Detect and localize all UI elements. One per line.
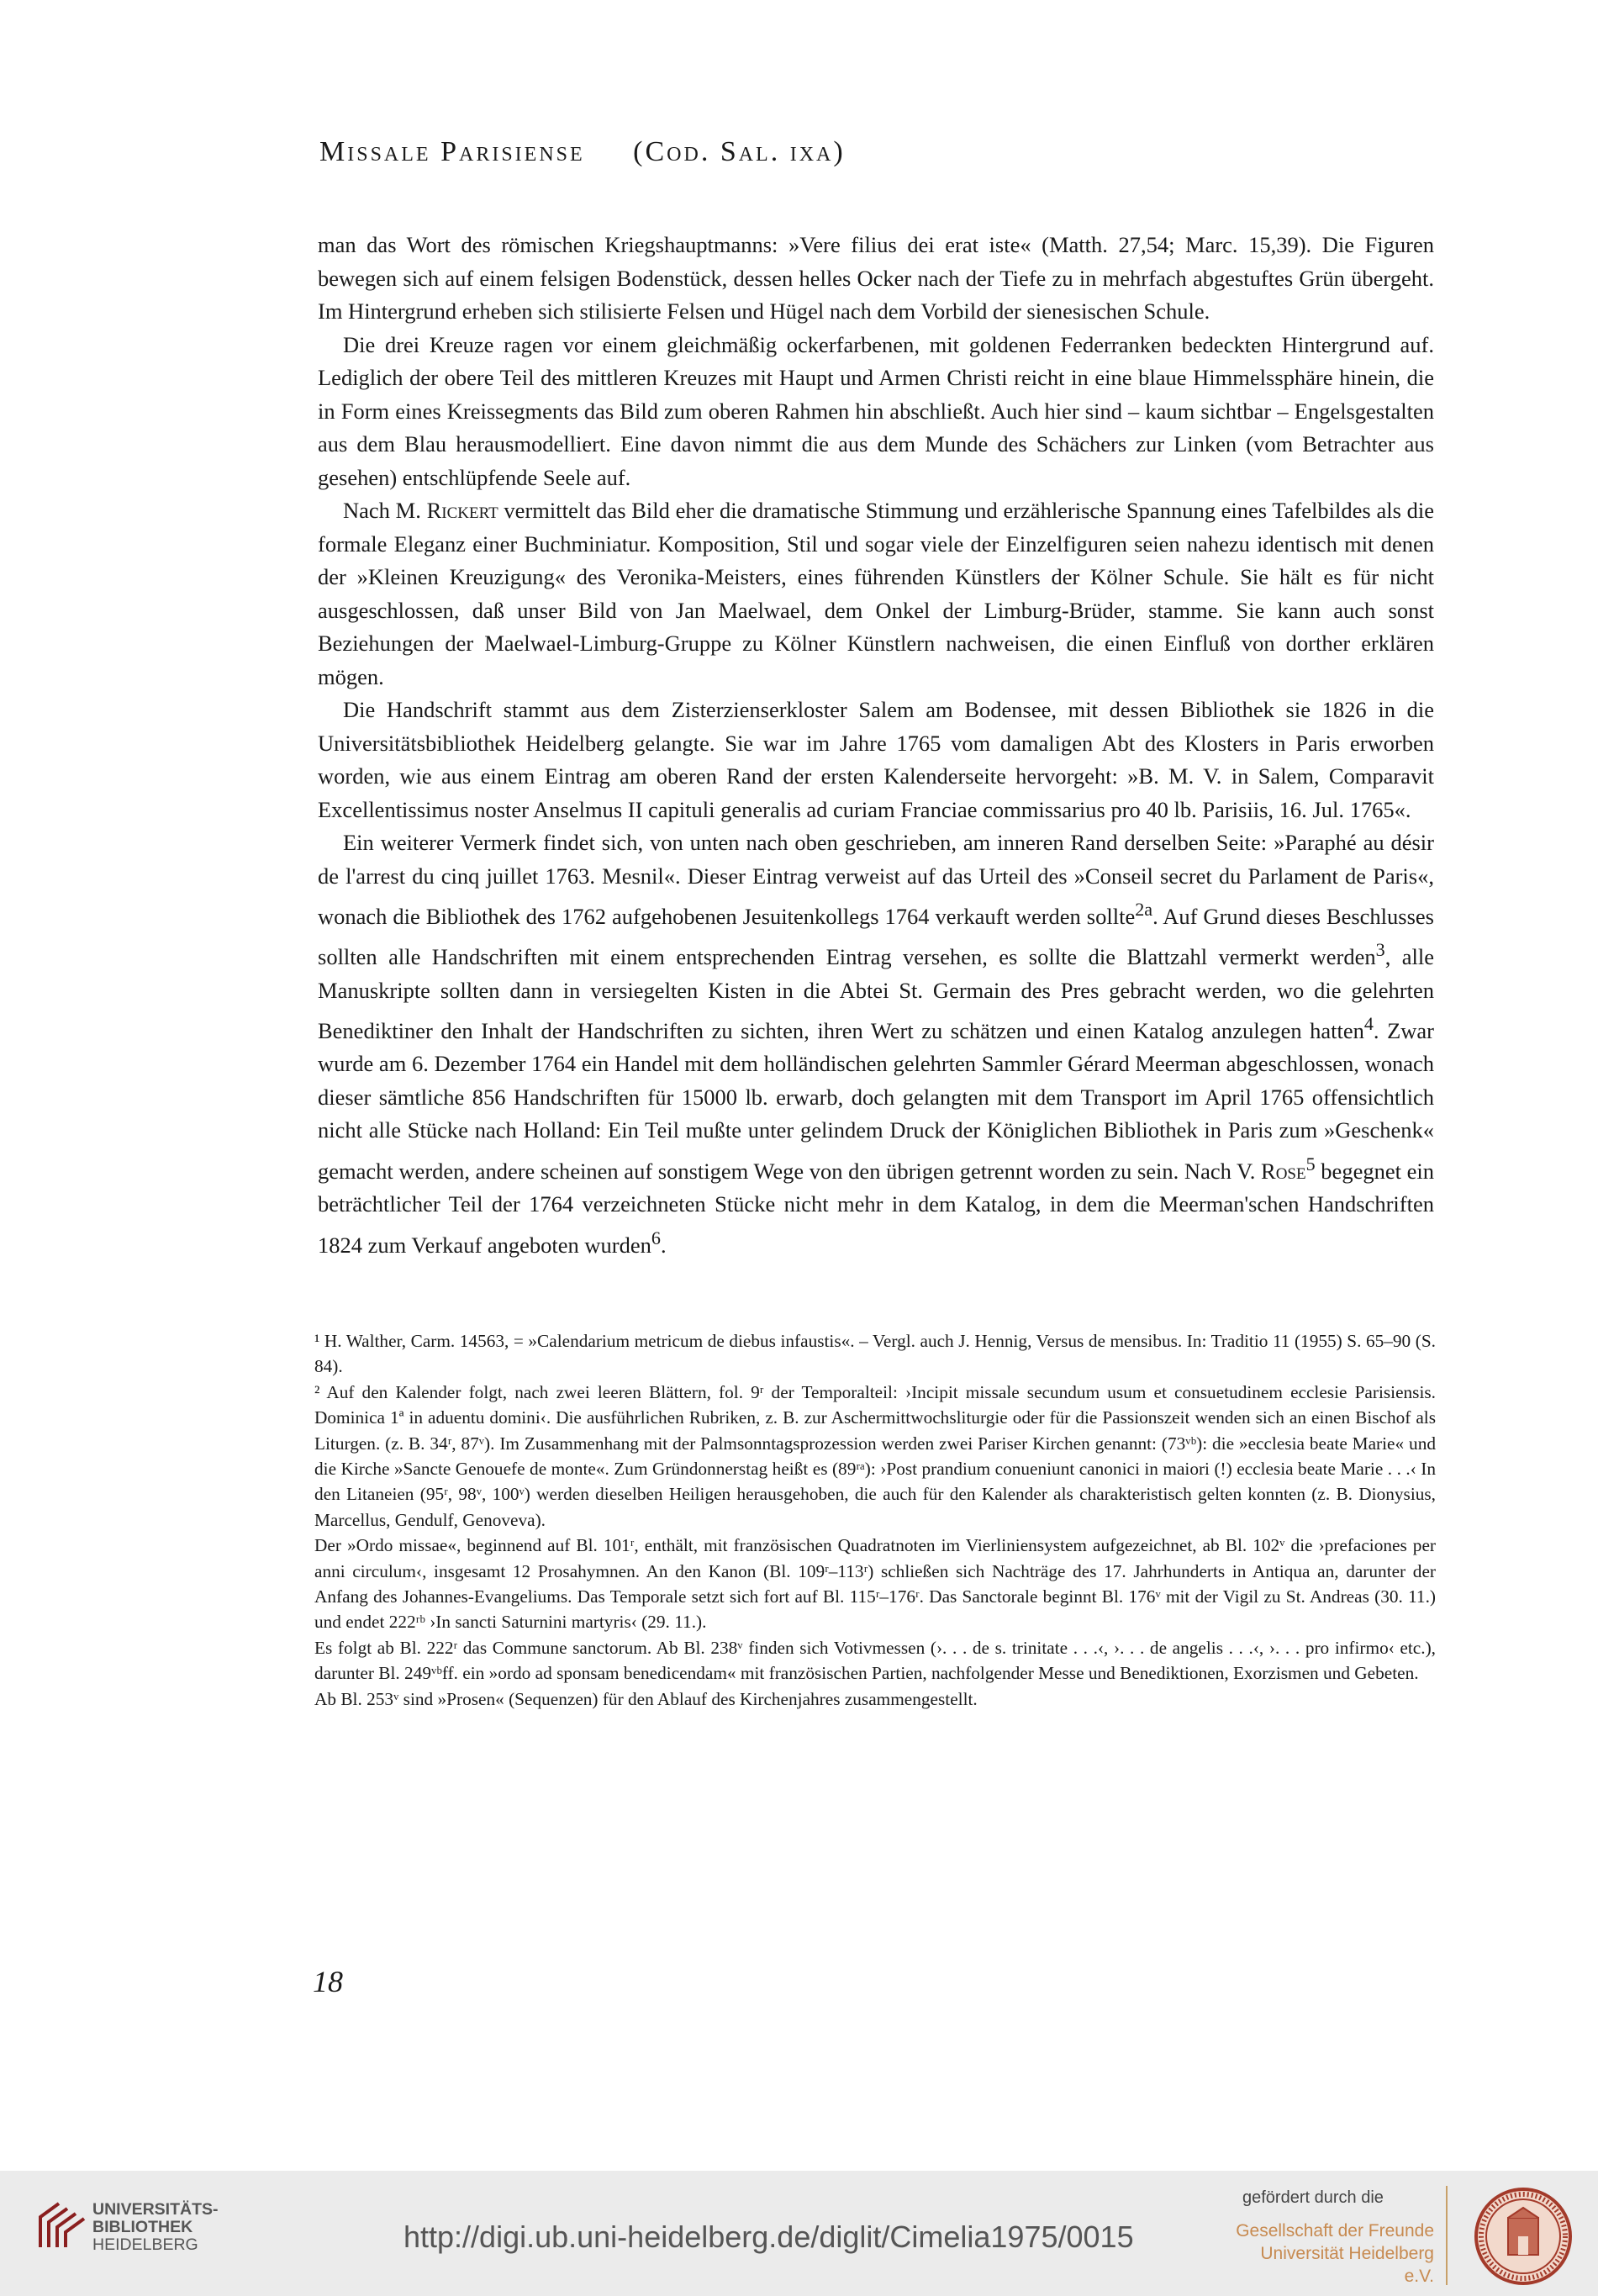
sponsor-name-line-2: Universität Heidelberg e.V. — [1260, 2244, 1434, 2286]
library-name-line-3: HEIDELBERG — [92, 2235, 198, 2254]
sponsor-name[interactable] — [1232, 2219, 1434, 2288]
footnote-ref-3: 3 — [1375, 939, 1385, 961]
paragraph-3 — [318, 494, 1434, 694]
p5-text-f: . — [660, 1232, 667, 1258]
header-title: Missale Parisiense — [319, 136, 585, 167]
footnote-ref-6: 6 — [651, 1227, 661, 1248]
footnote-ref-5: 5 — [1305, 1153, 1316, 1174]
footnote-2-continued-2: Es folgt ab Bl. 222ʳ das Commune sanctorum. Ab Bl. 238ᵛ finden sich Votivmessen (›. . . de s. trinitate . . .‹, ›. . . de angelis . . .‹, ›. . . pro infirmo‹ etc.), darunter Bl. 249ᵛᵇff. ein »ordo ad sponsam benedicendam« mit französischen Partien, nachfolgender Messe und Benediktionen, Exorzismen und Gebeten. — [314, 1637, 1436, 1684]
sponsor-divider — [1446, 2186, 1448, 2285]
library-name[interactable] — [92, 2201, 219, 2254]
library-name-line-1: UNIVERSITÄTS- — [92, 2200, 219, 2219]
p5-text-a: Ein weiterer Vermerk findet sich, von unten nach oben geschrieben, am inneren Rand derselben Seite: »Paraphé au désir de l'arrest du cinq juillet 1763. Mesnil«. Dieser Eintrag verweist auf das Urteil des »Conseil secret du Parlament de Paris«, wonach die Bibliothek des 1762 aufgehobenen Jesuitenkollegs 1764 verkauft werden sollte — [318, 830, 1434, 929]
running-header — [319, 136, 1412, 168]
footnote-ref-4: 4 — [1363, 1013, 1374, 1035]
footnotes — [314, 1328, 1436, 1712]
p3-text-b: vermittelt das Bild eher die dramatische Stimmung und erzählerische Spannung eines Tafelbildes als die formale Eleganz einer Buchminiatur. Komposition, Stil und sogar viele der Einzelfiguren seien nahezu identisch mit denen der »Kleinen Kreuzigung« des Veronika-Meisters, eines führenden Künstlers der Kölner Schule. Sie hält es für nicht ausgeschlossen, daß unser Bild von Jan Maelwael, dem Onkel der Limburg-Brüder, stamme. Sie kann auch sonst Beziehungen der Maelwael-Limburg-Gruppe zu Kölner Künstlern nachweisen, die einen Einfluß von dorther erklären mögen. — [318, 498, 1434, 689]
paragraph-5 — [318, 826, 1434, 1262]
sponsor-name-line-1: Gesellschaft der Freunde — [1236, 2221, 1434, 2241]
footnote-2-continued-3: Ab Bl. 253ᵛ sind »Prosen« (Sequenzen) für den Ablauf des Kirchenjahres zusammengestellt. — [314, 1688, 978, 1709]
page-number: 18 — [313, 1965, 343, 1998]
main-text — [318, 229, 1434, 1262]
library-name-line-2: BIBLIOTHEK — [92, 2218, 193, 2236]
permalink-url[interactable]: http://digi.ub.uni-heidelberg.de/diglit/Cimelia1975/0015 — [403, 2219, 1134, 2254]
author-rickert: Rickert — [426, 498, 498, 523]
p5-text-d: . Zwar wurde am 6. Dezember 1764 ein Handel mit dem holländischen gelehrten Sammler Gérard Meerman abgeschlossen, wonach dieser sämtliche 856 Handschriften für 15000 lb. erwarb, doch gelangten mit dem Transport im April 1765 offensichtlich nicht alle Stücke nach Holland: Ein Teil mußte unter gelindem Druck der Königlichen Bibliothek in Paris zum »Geschenk« gemacht werden, andere scheinen auf sonstigem Wege von den übrigen getrennt worden zu sein. Nach V. — [318, 1017, 1434, 1184]
sponsor-label: gefördert durch die — [1242, 2188, 1384, 2207]
footnote-2: ² Auf den Kalender folgt, nach zwei leeren Blättern, fol. 9ʳ der Temporalteil: ›Incipit missale secundum usum et consuetudinem ecclesie Parisiensis. Dominica 1ª in aduentu domini‹. Die ausführlichen Rubriken, z. B. zur Aschermittwochsliturgie oder für die Passionszeit wenden sich an einen Bischof als Liturgen. (z. B. 34ʳ, 87ᵛ). Im Zusammenhang mit der Palmsonntagsprozession werden zwei Pariser Kirchen genannt: (73ᵛᵇ): die »ecclesia beate Marie« und die Kirche »Sancte Genouefe de monte«. Zum Gründonnerstag heißt es (89ʳᵃ): ›Post prandium conueniunt canonici in maiori (!) ecclesia beate Marie . . .‹ In den Litaneien (95ʳ, 98ᵛ, 100ᵛ) werden dieselben Heiligen herausgehoben, die auch für den Kalender als charakteristisch gelten konnten (z. B. Dionysius, Marcellus, Gendulf, Genoveva). — [314, 1381, 1436, 1530]
footnote-1: ¹ H. Walther, Carm. 14563, = »Calendarium metricum de diebus infaustis«. – Vergl. auch J. Hennig, Versus de mensibus. In: Traditio 11 (1955) S. 65–90 (S. 84). — [314, 1331, 1436, 1377]
paragraph-1: man das Wort des römischen Kriegshauptmanns: »Vere filius dei erat iste« (Matth. 27,54; Marc. 15,39). Die Figuren bewegen sich auf einem felsigen Bodenstück, dessen helles Ocker nach der Tiefe zu in mehrfach abgestuftes Grün übergeht. Im Hintergrund erheben sich stilisierte Felsen und Hügel nach dem Vorbild der sienesischen Schule. — [318, 232, 1434, 324]
paragraph-4: Die Handschrift stammt aus dem Zisterzienserkloster Salem am Bodensee, mit dessen Bibliothek sie 1826 in die Universitätsbibliothek Heidelberg gelangte. Sie war im Jahre 1765 vom damaligen Abt des Klosters in Paris erworben worden, wie aus einem Eintrag am oberen Rand der ersten Kalenderseite hervorgeht: »B. M. V. in Salem, Comparavit Excellentissimus noster Anselmus II capituli generalis ad curiam Franciae commissarius pro 40 lb. Parisiis, 16. Jul. 1765«. — [318, 697, 1434, 822]
p5-text-c: , alle Manuskripte sollten dann in versiegelten Kisten in die Abtei St. Germain des Pres gebracht werden, wo die gelehrten Benediktiner den Inhalt der Handschriften zu sichten, ihren Wert zu schätzen und einen Katalog anzulegen hatten — [318, 944, 1435, 1043]
header-codex: (Cod. Sal. ixa) — [633, 136, 846, 167]
p5-text-e: begegnet ein beträchtlicher Teil der 1764 verzeichneten Stücke nicht mehr in dem Katalog, in dem die Meerman'schen Handschriften 1824 zum Verkauf angeboten wurden — [318, 1158, 1434, 1258]
p5-text-b: . Auf Grund dieses Beschlusses sollten alle Handschriften mit einem entsprechenden Eintrag versehen, es sollte die Blattzahl vermerkt werden — [318, 903, 1434, 970]
footnote-2-continued-1: Der »Ordo missae«, beginnend auf Bl. 101ʳ, enthält, mit französischen Quadratnoten im Vierliniensystem aufgezeichnet, ab Bl. 102ᵛ die ›prefaciones per anni circulum‹, insgesamt 12 Prosahymnen. An den Kanon (Bl. 109ʳ–113ʳ) schließen sich Nachträge des 17. Jahrhunderts in Antiqua an, darunter der Anfang des Johannes-Evangeliums. Das Temporale setzt sich fort auf Bl. 115ʳ–176ʳ. Das Sanctorale beginnt Bl. 176ᵛ mit der Vigil zu St. Andreas (30. 11.) und endet 222ʳᵇ ›In sancti Saturnini martyris‹ (29. 11.). — [314, 1535, 1436, 1633]
library-logo-icon[interactable] — [34, 2198, 89, 2254]
author-rose: Rose — [1261, 1158, 1306, 1184]
footnote-ref-2a: 2a — [1135, 899, 1153, 920]
university-seal-icon[interactable] — [1473, 2186, 1574, 2287]
p3-text-a: Nach M. — [343, 498, 427, 523]
paragraph-2: Die drei Kreuze ragen vor einem gleichmäßig ockerfarbenen, mit goldenen Federranken bedeckten Hintergrund auf. Lediglich der obere Teil des mittleren Kreuzes mit Haupt und Armen Christi reicht in eine blaue Himmelssphäre hinein, die in Form eines Kreissegments das Bild zum oberen Rahmen hin abschließt. Auch hier sind – kaum sichtbar – Engelsgestalten aus dem Blau herausmodelliert. Eine davon nimmt die aus dem Munde des Schächers zur Linken (vom Betrachter aus gesehen) entschlüpfende Seele auf. — [318, 331, 1434, 490]
